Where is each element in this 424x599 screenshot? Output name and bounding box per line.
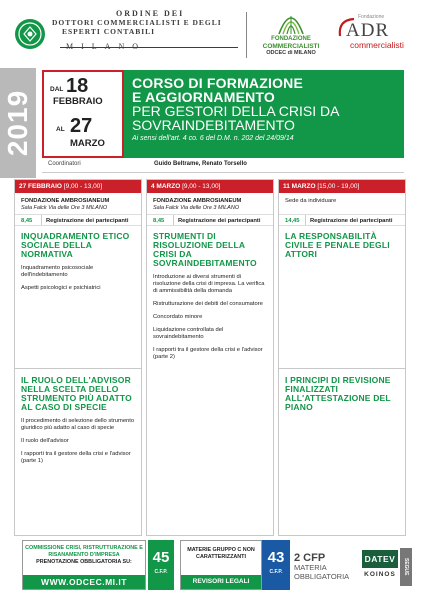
section-items	[147, 274, 273, 361]
section-1	[147, 232, 273, 361]
list-item: I rapporti tra il gestore della crisi e l'advisor (parte 1)	[21, 451, 131, 464]
mandatory-cfp: 2 CFP	[294, 552, 326, 564]
materie-box	[180, 540, 262, 590]
cfp-label: C.F.P.	[154, 569, 168, 575]
mandatory-credits	[294, 554, 360, 581]
coordinators-row	[42, 158, 404, 172]
coordinators-label: Coordinatori	[48, 161, 81, 167]
adr-fondazione-label: Fondazione	[358, 14, 385, 20]
adr-logo	[336, 14, 416, 60]
session-date: 11 MARZO	[283, 183, 316, 190]
revisori-label: REVISORI LEGALI	[181, 575, 261, 589]
section-divider	[279, 368, 405, 369]
session-header	[147, 180, 273, 193]
start-day: 18	[66, 75, 89, 97]
venue-name: FONDAZIONE AMBROSIANEUM	[21, 198, 110, 204]
session-header	[279, 180, 405, 193]
materie-text: MATERIE GRUPPO C NON CARATTERIZZANTI	[187, 547, 255, 560]
header	[0, 0, 424, 68]
al-label: AL	[56, 126, 65, 133]
adr-sub: commercialisti	[350, 40, 404, 50]
registration-row	[147, 214, 273, 226]
title-band	[124, 70, 404, 158]
list-item: Liquidazione controllata del sovraindebitamento	[153, 327, 224, 340]
booking-note: PRENOTAZIONE OBBLIGATORIA SU:	[36, 559, 132, 565]
booking-url-link[interactable]: WWW.ODCEC.MI.IT	[23, 575, 145, 589]
session-column-3	[278, 179, 406, 536]
section-2	[15, 376, 141, 465]
commission-name: COMMISSIONE CRISI, RISTRUTTURAZIONE E RISANAMENTO D'IMPRESA	[25, 545, 143, 558]
registration-row	[15, 214, 141, 226]
registration-time: 8,45	[21, 218, 33, 224]
cfp-label: C.F.P.	[269, 569, 283, 575]
booking-box	[22, 540, 146, 590]
datev-name: DATEV	[362, 550, 398, 568]
fondazione-l2: COMMERCIALISTI	[262, 43, 320, 50]
section-1	[279, 232, 405, 259]
registration-label: Registrazione dei partecipanti	[178, 218, 261, 224]
footer	[22, 540, 412, 592]
odcec-line3: ESPERTI CONTABILI	[62, 27, 156, 36]
session-time: [9,00 - 13,00]	[63, 183, 103, 190]
coordinators-names: Guido Beltrame, Renato Torsello	[154, 161, 247, 167]
fondazione-logo	[256, 8, 326, 62]
event-year: 2019	[2, 89, 33, 157]
registration-row	[279, 214, 405, 226]
odcec-logo-icon	[14, 18, 46, 50]
koinos-name: KOINOS	[364, 571, 396, 578]
course-title-line2: E AGGIORNAMENTO	[132, 89, 276, 105]
mandatory-l2: OBBLIGATORIA	[294, 572, 350, 581]
law-reference: Ai sensi dell'art. 4 co. 6 del D.M. n. 202 del 24/09/14	[132, 135, 294, 142]
registration-label: Registrazione dei partecipanti	[310, 218, 393, 224]
session-column-2	[146, 179, 274, 536]
segue-tab: SEGUE	[400, 548, 412, 586]
list-item: Il ruolo dell'advisor	[21, 438, 69, 444]
registration-label: Registrazione dei partecipanti	[46, 218, 129, 224]
section-divider	[15, 368, 141, 369]
section-title: IL RUOLO DELL'ADVISOR NELLA SCELTA DELLO STRUMENTO PIÙ ADATTO AL CASO DI SPECIE	[21, 375, 132, 412]
cfp-value: 45	[152, 549, 170, 566]
section-title: I PRINCIPI DI REVISIONE FINALIZZATI ALL'ATTESTAZIONE DEL PIANO	[285, 375, 391, 412]
session-time: [15,00 - 19,00]	[317, 183, 360, 190]
cfp-badge-blue	[262, 540, 290, 590]
registration-time: 14,45	[285, 218, 300, 224]
section-1	[15, 232, 141, 292]
registration-time: 8,45	[153, 218, 165, 224]
odcec-divider	[60, 47, 238, 48]
cfp-badge-green	[148, 540, 174, 590]
datev-logo	[362, 550, 398, 584]
mandatory-l1: MATERIA	[294, 563, 327, 572]
odcec-line2: DOTTORI COMMERCIALISTI E DEGLI	[52, 18, 222, 27]
end-month: MARZO	[70, 138, 105, 149]
dal-label: DAL	[50, 86, 64, 93]
adr-name: ADR	[346, 20, 390, 41]
venue-name: Sede da individuare	[285, 198, 337, 204]
list-item: Concordato minore	[153, 314, 203, 320]
fondazione-l3: ODCEC di MILANO	[266, 50, 316, 56]
session-column-1	[14, 179, 142, 536]
odcec-line1: ORDINE DEI	[116, 9, 185, 18]
venue-address: Sala Falck Via delle Ore 3 MILANO	[21, 205, 108, 211]
course-subtitle: PER GESTORI DELLA CRISI DA SOVRAINDEBITAMENTO	[132, 103, 339, 133]
header-separator	[246, 12, 247, 58]
list-item: I rapporti tra il gestore della crisi e l'advisor (parte 2)	[153, 347, 263, 360]
venue-address: Sala Falck Via delle Ore 3 MILANO	[153, 205, 240, 211]
fondazione-emblem-icon	[276, 8, 306, 36]
session-time: [9,00 - 13,00]	[182, 183, 221, 190]
list-item: Inquadramento psicosociale dell'indebitamento	[21, 265, 94, 278]
cfp-value: 43	[267, 549, 285, 566]
list-item: Aspetti psicologici e psichiatrici	[21, 285, 101, 291]
fondazione-l1: FONDAZIONE	[271, 36, 311, 42]
section-title: INQUADRAMENTO ETICO SOCIALE DELLA NORMATIVA	[21, 231, 130, 259]
section-items	[15, 418, 141, 465]
list-item: Ristrutturazione dei debiti del consumatore	[153, 301, 263, 307]
section-2	[279, 376, 405, 412]
dates-box	[42, 70, 124, 158]
odcec-name	[52, 9, 252, 51]
end-day: 27	[70, 115, 93, 137]
session-date: 4 MARZO	[151, 183, 181, 190]
venue-name: FONDAZIONE AMBROSIANEUM	[153, 198, 242, 204]
section-title: STRUMENTI DI RISOLUZIONE DELLA CRISI DA SOVRAINDEBITAMENTO	[153, 231, 257, 268]
section-title: LA RESPONSABILITÀ CIVILE E PENALE DEGLI ATTORI	[285, 231, 390, 259]
start-month: FEBBRAIO	[53, 96, 103, 107]
section-items	[15, 265, 141, 292]
session-header	[15, 180, 141, 193]
course-title-line1: CORSO DI FORMAZIONE	[132, 75, 304, 91]
list-item: Introduzione ai diversi strumenti di risoluzione della crisi di impresa. La verifica di ammissibilità della domanda	[153, 274, 265, 294]
list-item: Il procedimento di selezione dello strumento giuridico più adatto al caso di specie	[21, 418, 135, 431]
session-date: 27 FEBBRAIO	[19, 183, 62, 190]
